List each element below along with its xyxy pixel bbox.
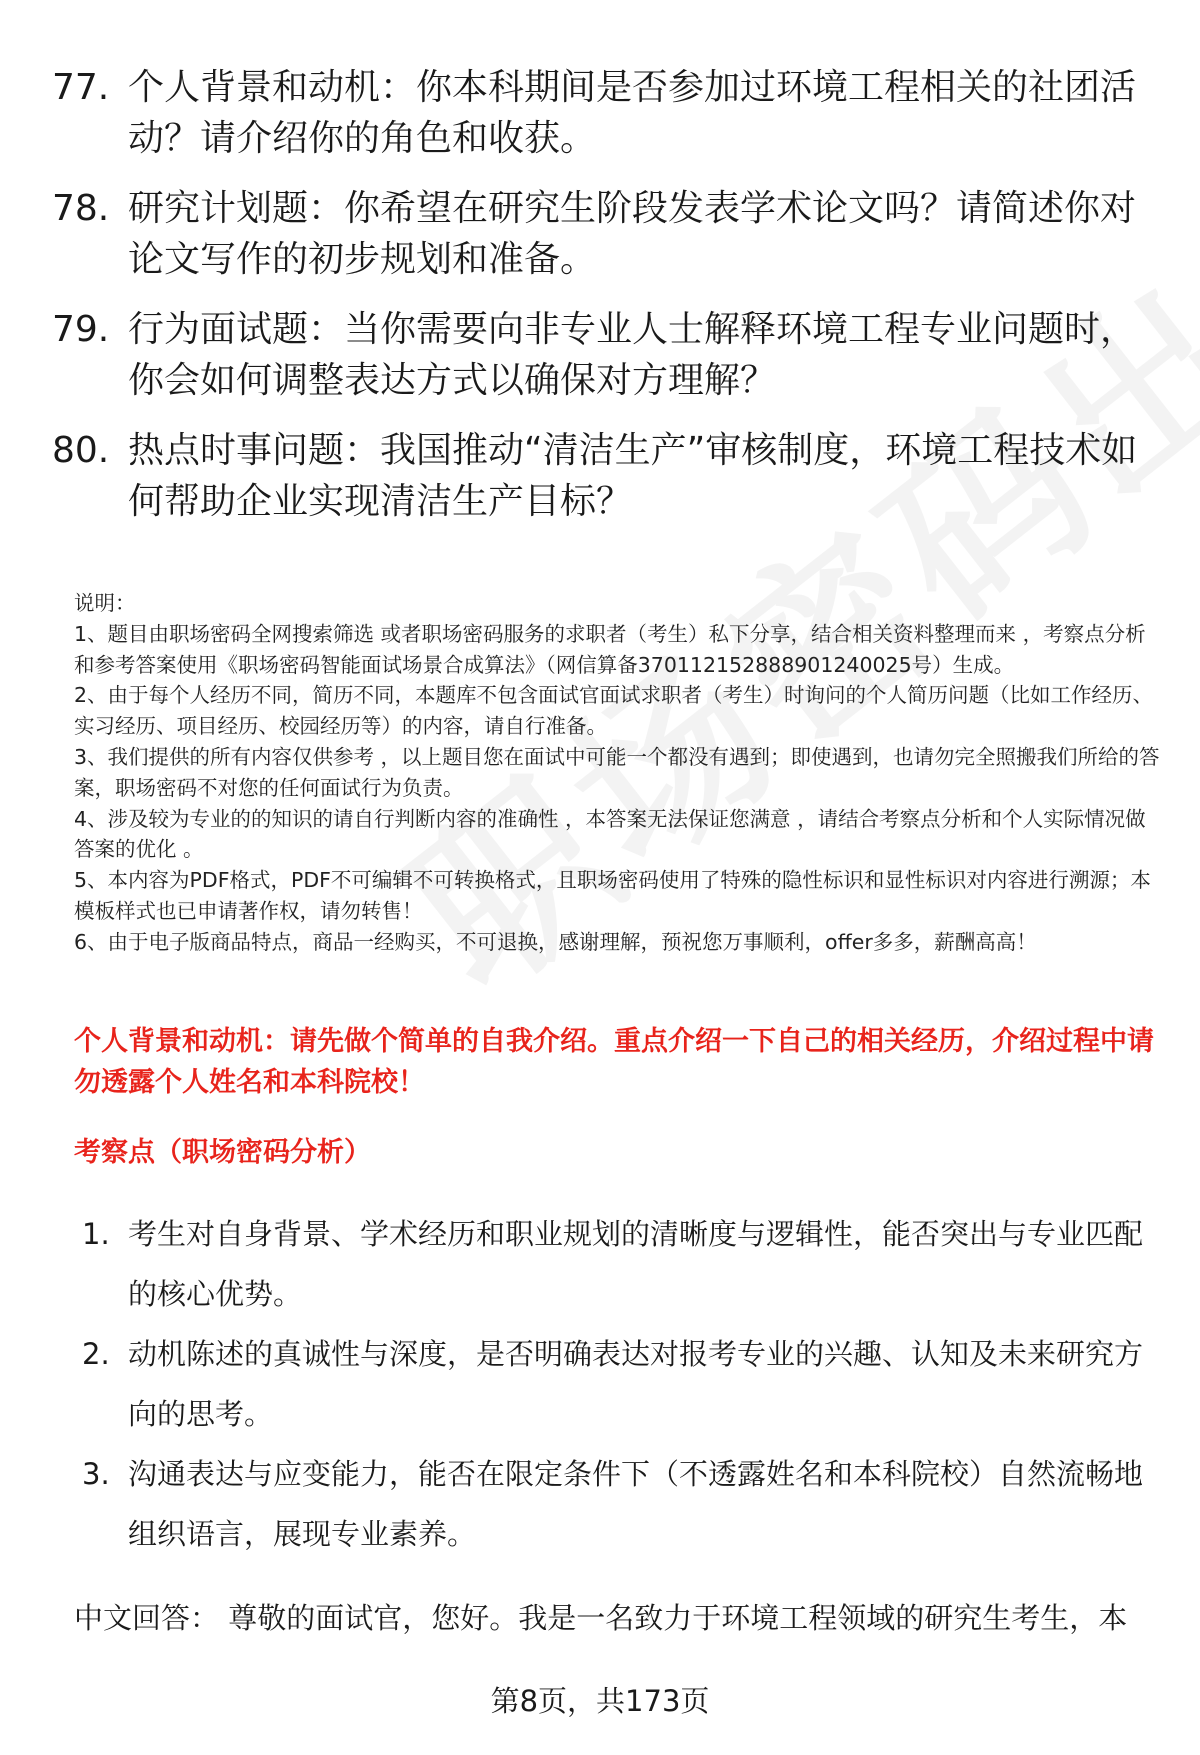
analysis-point	[82, 1444, 1162, 1564]
point-number: 2.	[82, 1337, 110, 1371]
question-number: 77.	[52, 67, 110, 108]
point-text: 动机陈述的真诚性与深度，是否明确表达对报考专业的兴趣、认知及未来研究方向的思考。	[128, 1337, 1144, 1431]
answer-text: 尊敬的面试官，您好。我是一名致力于环境工程领域的研究生考生，本	[228, 1601, 1128, 1635]
answer-line	[74, 1596, 1174, 1640]
question-text: 研究计划题：你希望在研究生阶段发表学术论文吗？请简述你对论文写作的初步规划和准备。	[128, 188, 1137, 280]
highlight-question: 个人背景和动机：请先做个简单的自我介绍。重点介绍一下自己的相关经历，介绍过程中请勿透露个人姓名和本科院校！	[74, 1026, 1154, 1098]
answer-label: 中文回答：	[74, 1601, 220, 1635]
notes-section	[74, 588, 1164, 958]
note-item: 3、我们提供的所有内容仅供参考 ，以上题目您在面试中可能一个都没有遇到；即使遇到，也请勿完全照搬我们所给的答案，职场密码不对您的任何面试行为负责。	[74, 744, 1160, 800]
question-number: 80.	[52, 430, 110, 471]
note-item: 5、本内容为PDF格式，PDF不可编辑不可转换格式，且职场密码使用了特殊的隐性标识和显性标识对内容进行溯源；本模板样式也已申请著作权，请勿转售！	[74, 868, 1151, 923]
notes-title: 说明：	[74, 591, 136, 615]
question-item	[52, 425, 1152, 527]
point-number: 3.	[82, 1457, 110, 1491]
question-number: 78.	[52, 188, 110, 229]
analysis-point	[82, 1324, 1162, 1444]
question-text: 热点时事问题：我国推动“清洁生产”审核制度，环境工程技术如何帮助企业实现清洁生产目标？	[128, 430, 1138, 522]
question-item	[52, 183, 1152, 285]
question-text: 个人背景和动机：你本科期间是否参加过环境工程相关的社团活动？请介绍你的角色和收获。	[128, 67, 1137, 159]
note-item: 2、由于每个人经历不同，简历不同，本题库不包含面试官面试求职者（考生）时询问的个人简历问题（比如工作经历、实习经历、项目经历、校园经历等）的内容，请自行准备。	[74, 683, 1154, 739]
analysis-point	[82, 1204, 1162, 1324]
question-item	[52, 304, 1152, 406]
analysis-title: 考察点（职场密码分析）	[74, 1137, 371, 1168]
note-item: 6、由于电子版商品特点，商品一经购买，不可退换，感谢理解，预祝您万事顺利，offer多多，薪酬高高！	[74, 929, 1037, 954]
analysis-points	[82, 1204, 1162, 1564]
point-text: 考生对自身背景、学术经历和职业规划的清晰度与逻辑性，能否突出与专业匹配的核心优势。	[128, 1217, 1144, 1311]
note-item: 1、题目由职场密码全网搜索筛选 或者职场密码服务的求职者（考生）私下分享，结合相关资料整理而来 ，考察点分析和参考答案使用《职场密码智能面试场景合成算法》（网信算备370112152888901240025号）生成。	[74, 621, 1146, 677]
point-text: 沟通表达与应变能力，能否在限定条件下（不透露姓名和本科院校）自然流畅地组织语言，展现专业素养。	[128, 1457, 1144, 1551]
question-item	[52, 62, 1152, 164]
point-number: 1.	[82, 1217, 110, 1251]
question-number: 79.	[52, 309, 110, 350]
note-item: 4、涉及较为专业的的知识的请自行判断内容的准确性 ，本答案无法保证您满意 ，请结合考察点分析和个人实际情况做答案的优化 。	[74, 806, 1146, 862]
page-footer: 第8页，共173页	[490, 1684, 710, 1718]
question-list	[52, 62, 1152, 546]
question-text: 行为面试题：当你需要向非专业人士解释环境工程专业问题时，你会如何调整表达方式以确保对方理解？	[128, 309, 1137, 401]
